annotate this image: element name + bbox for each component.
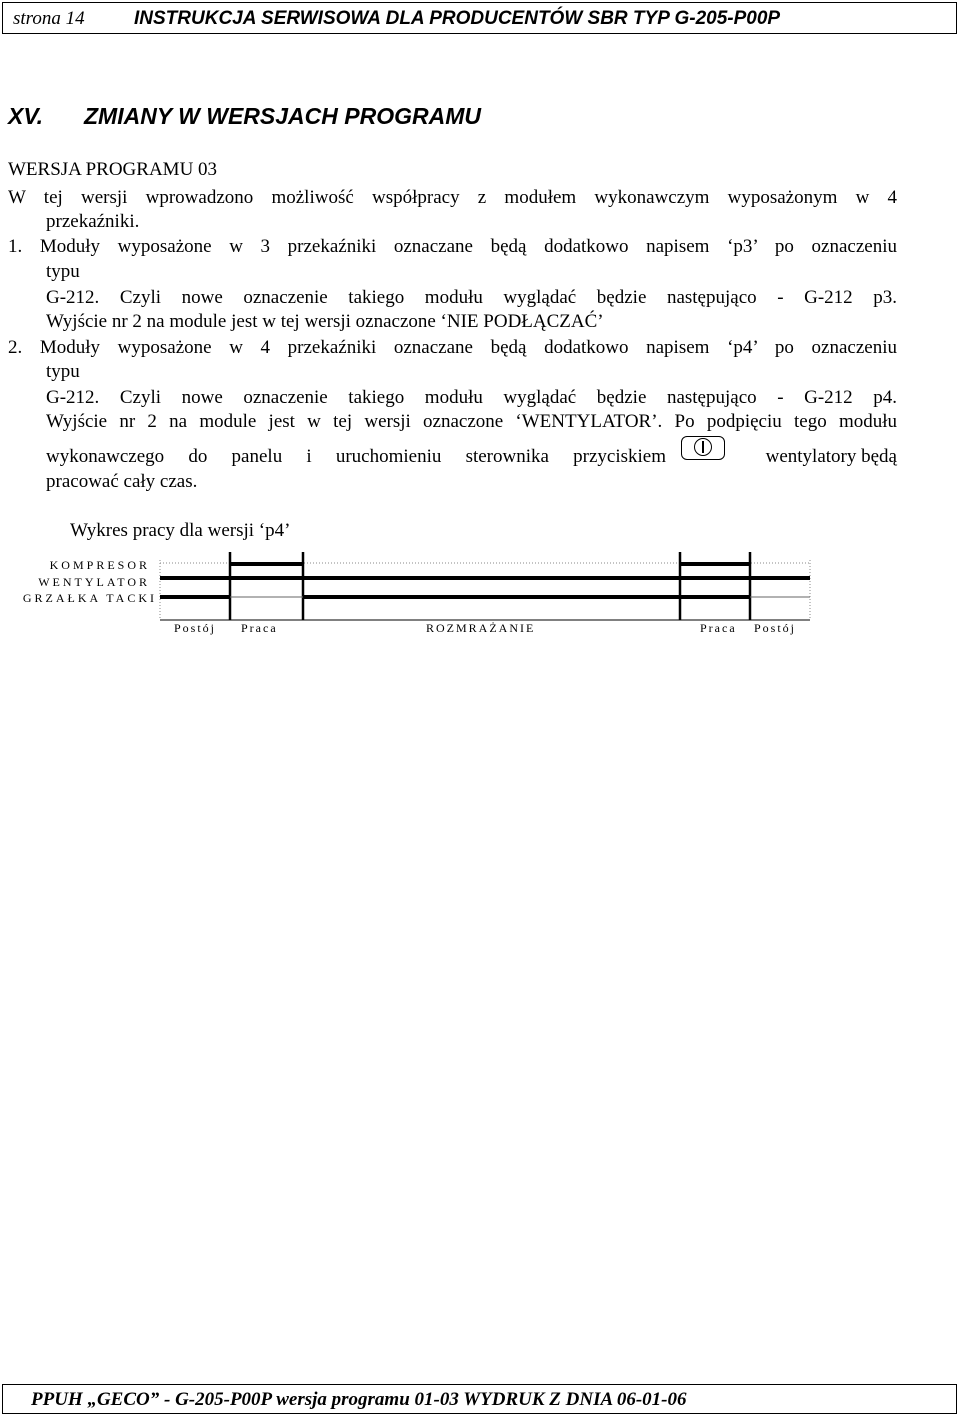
document-title: INSTRUKCJA SERWISOWA DLA PRODUCENTÓW SBR TYP G-205-P00P [134,8,781,29]
version-heading: WERSJA PROGRAMU 03 [8,159,218,180]
phase-label-praca-1: Praca [241,621,278,635]
timing-diagram [0,540,960,630]
item1-line-3: G-212. Czyli nowe oznaczenie takiego modułu wyglądać będzie następująco - G-212 p3. [46,287,897,308]
item1-line-2: typu [46,261,80,282]
row-label-grzalka: GRZAŁKA TACKI [22,591,157,605]
item1-line-1: 1. Moduły wyposażone w 3 przekaźniki oznaczane będą dodatkowo napisem ‘p3’ po oznaczeniu [8,236,897,257]
phase-label-postoj-2: Postój [754,621,797,635]
power-bar-icon [702,441,704,453]
row-label-kompresor: KOMPRESOR [49,558,150,572]
page-number: strona 14 [13,8,85,29]
item2-line-2: typu [46,361,80,382]
section-number: XV. [8,103,43,129]
item2-line-5b: wentylatory będą [765,446,897,467]
item1-line-4: Wyjście nr 2 na module jest w tej wersji oznaczone ‘NIE PODŁĄCZAĆ’ [46,311,604,332]
section-title: ZMIANY W WERSJACH PROGRAMU [84,103,481,129]
phase-label-postoj-1: Postój [174,621,217,635]
power-button-icon [681,436,725,460]
item2-line-3: G-212. Czyli nowe oznaczenie takiego modułu wyglądać będzie następująco - G-212 p4. [46,387,897,408]
item2-line-6: pracować cały czas. [46,471,198,492]
page-footer [2,1384,957,1414]
footer-text: PPUH „GECO” - G-205-P00P wersja programu 01-03 WYDRUK Z DNIA 06-01-06 [31,1389,687,1410]
page-header [2,2,957,34]
row-label-wentylator: WENTYLATOR [38,575,150,589]
item2-line-5a: wykonawczego do panelu i uruchomieniu sterownika przyciskiem [46,446,666,467]
chart-title: Wykres pracy dla wersji ‘p4’ [70,520,291,541]
item2-line-1: 2. Moduły wyposażone w 4 przekaźniki oznaczane będą dodatkowo napisem ‘p4’ po oznaczeniu [8,337,897,358]
item2-line-4: Wyjście nr 2 na module jest w tej wersji oznaczone ‘WENTYLATOR’. Po podpięciu tego modułu [46,411,897,432]
phase-label-praca-2: Praca [700,621,737,635]
intro-line-2: przekaźniki. [46,211,140,232]
phase-label-rozmrazanie: ROZMRAŻANIE [426,621,536,635]
signal-lines [160,564,810,597]
intro-line-1: W tej wersji wprowadzono możliwość współpracy z modułem wykonawczym wyposażonym w 4 [8,187,897,208]
